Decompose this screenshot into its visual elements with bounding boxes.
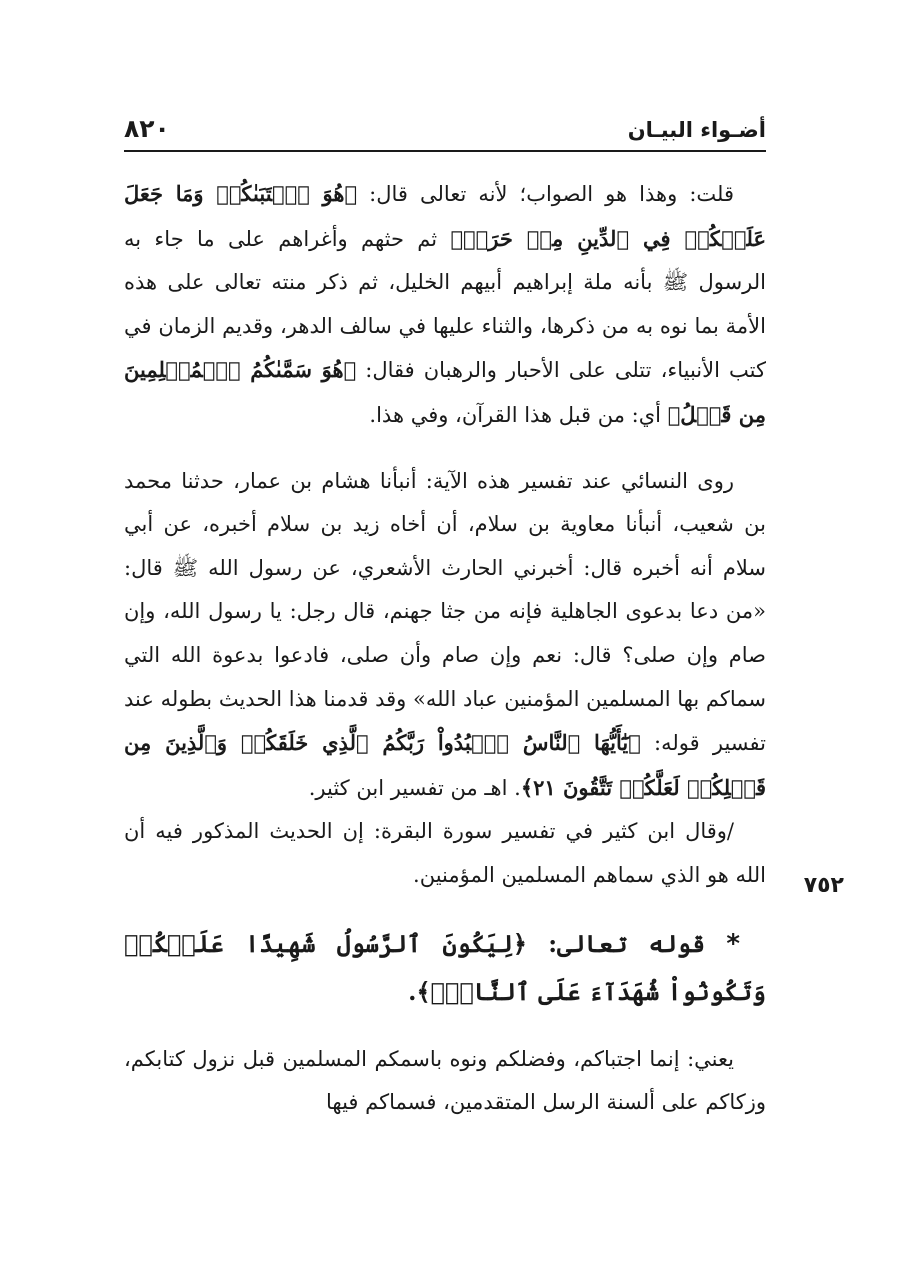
paragraph-2-text-after: . اهـ من تفسير ابن كثير. (308, 775, 521, 800)
section-heading-label: قوله تعالى: (526, 928, 706, 958)
paragraph-4: يعني: إنما اجتباكم، وفضلكم ونوه باسمكم المسلمين قبل نزول كتابكم، وزكاكم على ألسنة الرسل المتقدمين، فسماكم فيها (124, 1046, 766, 1115)
page-number: ٨٢٠ (124, 114, 170, 143)
running-header (124, 112, 766, 146)
paragraph-spacer (124, 898, 766, 920)
quran-verse-2: ﴿هُوَ سَمَّىٰكُمُ ٱلۡمُسۡلِمِينَ مِن قَبۡلُ﴾ (124, 357, 766, 427)
star-icon: * (726, 928, 740, 959)
section-heading-end: . (408, 976, 417, 1006)
paragraph-1 (124, 172, 766, 438)
paragraph-2 (124, 460, 766, 811)
section-heading-verse: ﴿لِيَكُونَ ٱلرَّسُولُ شَهِيدًا عَلَيۡكُمۡ وَتَكُونُواْ شُهَدَآءَ عَلَى ٱلنَّاسِۚ﴾ (124, 928, 766, 1006)
body-text (124, 172, 766, 1125)
paragraph-1-text-before: قلت: وهذا هو الصواب؛ لأنه تعالى قال: (357, 182, 735, 206)
section-heading (124, 920, 766, 1016)
paragraph-spacer (124, 438, 766, 460)
paragraph-1-text-after: أي: من قبل هذا القرآن، وفي هذا. (369, 402, 668, 427)
paragraph-1-text-middle: ثم حثهم وأغراهم على ما جاء به الرسول ﷺ بأنه ملة إبراهيم أبيهم الخليل، ثم ذكر منته تعالى على هذه الأمة بما نوه به من ذكرها، والثناء عليها في سالف الدهر، وقديم الزمان في كتب الأنبياء، تتلى على الأحبار والرهبان فقال: (124, 226, 766, 383)
header-divider (124, 150, 766, 152)
margin-page-reference: ٧٥٢ (803, 873, 844, 898)
quran-verse-1: ﴿هُوَ ٱجۡتَبَىٰكُمۡ وَمَا جَعَلَ عَلَيۡكُمۡ فِي ٱلدِّينِ مِنۡ حَرَجٖ﴾ (124, 181, 766, 251)
header-title: أضـواء البيـان (627, 118, 766, 142)
paragraph-3: /وقال ابن كثير في تفسير سورة البقرة: إن الحديث المذكور فيه أن الله هو الذي سماهم المسلمين المؤمنين. (124, 819, 766, 887)
quran-verse-3: ﴿يَٰٓأَيُّهَا ٱلنَّاسُ ٱعۡبُدُواْ رَبَّكُمُ ٱلَّذِي خَلَقَكُمۡ وَٱلَّذِينَ مِن قَبۡلِكُمۡ لَعَلَّكُمۡ تَتَّقُونَ ٢١﴾ (124, 730, 766, 800)
paragraph-spacer (124, 1016, 766, 1038)
paragraph-2-text-before: روى النسائي عند تفسير هذه الآية: أنبأنا هشام بن عمار، حدثنا محمد بن شعيب، أنبأنا معاوية بن سلام، أن أخاه زيد بن سلام أخبره، عن أبي سلام أنه أخبره قال: أخبرني الحارث الأشعري، عن رسول الله ﷺ قال: «من دعا بدعوى الجاهلية فإنه من جثا جهنم، قال رجل: يا رسول الله، وإن صام وإن صلى؟ قال: نعم وإن صام وأن صلى، فادعوا بدعوة الله التي سماكم بها المسلمين المؤمنين عباد الله» وقد قدمنا هذا الحديث بطوله عند تفسير قوله: (124, 468, 766, 756)
